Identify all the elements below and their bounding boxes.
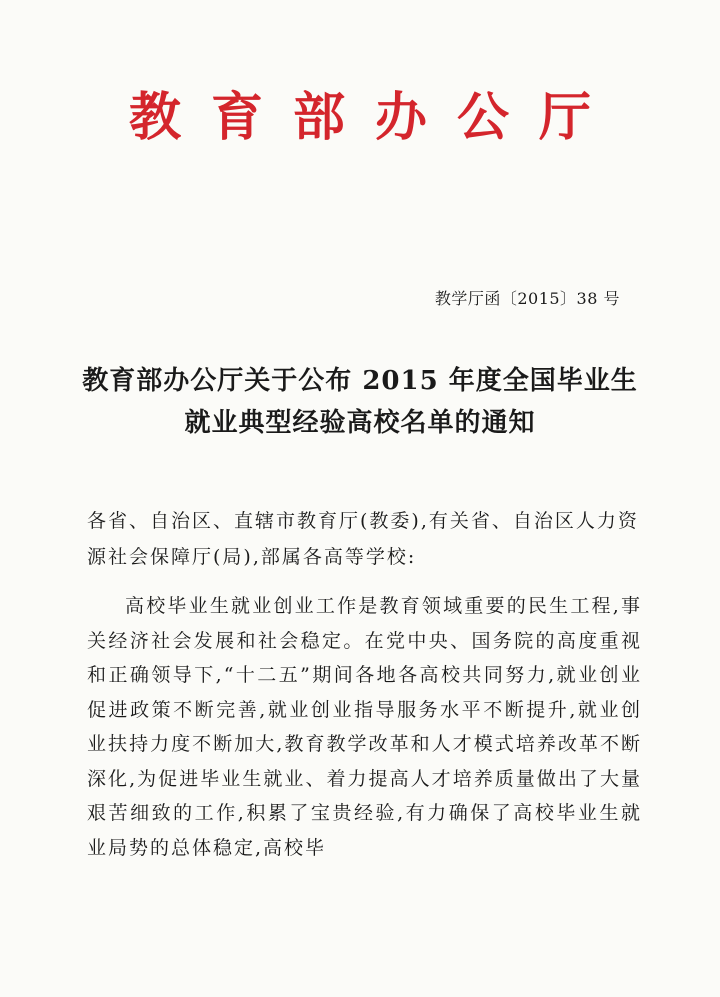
title-line-1: 教育部办公厅关于公布 2015 年度全国毕业生 [82, 366, 638, 396]
issuing-authority-header: 教育部办公厅 [128, 87, 621, 148]
document-number: 教学厅函〔2015〕38 号 [434, 289, 620, 308]
document-title [0, 360, 720, 444]
body-paragraph: 高校毕业生就业创业工作是教育领域重要的民生工程,事关经济社会发展和社会稳定。在党中央、国务院的高度重视和正确领导下,“十二五”期间各地各高校共同努力,就业创业促进政策不断完善,就业创业指导服务水平不断提升,就业创业扶持力度不断加大,教育教学改革和人才模式培养改革不断深化,为促进毕业生就业、着力提高人才培养质量做出了大量艰苦细致的工作,积累了宝贵经验,有力确保了高校毕业生就业局势的总体稳定,高校毕 [87, 595, 642, 859]
title-line-2: 就业典型经验高校名单的通知 [184, 408, 536, 438]
salutation: 各省、自治区、直辖市教育厅(教委),有关省、自治区人力资源社会保障厅(局),部属各高等学校: [87, 510, 639, 568]
